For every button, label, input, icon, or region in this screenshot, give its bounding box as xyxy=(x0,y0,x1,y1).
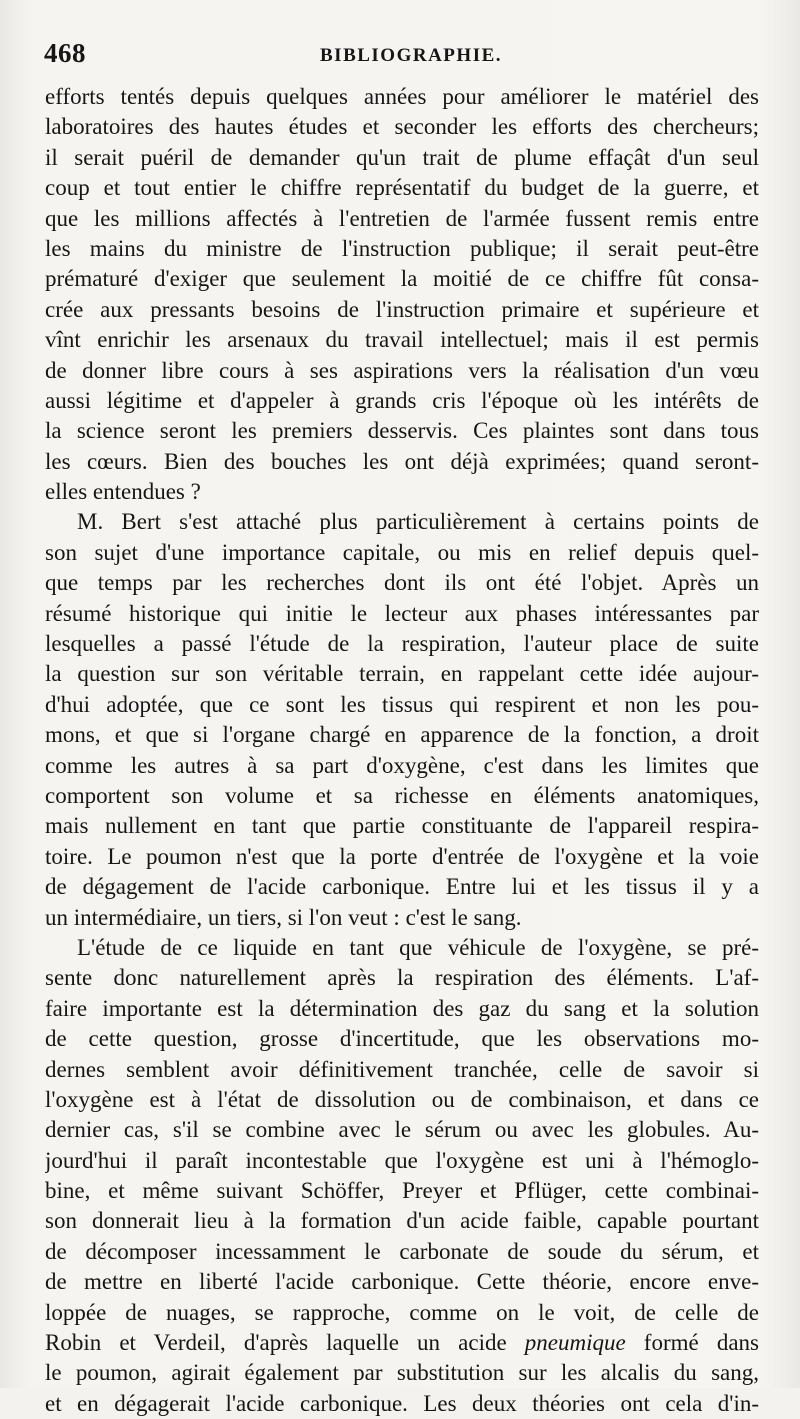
text-line: bine, et même suivant Schöffer, Preyer et Pflüger, cette combinai- xyxy=(45,1178,759,1204)
text-line: son donnerait lieu à la formation d'un acide faible, capable pourtant xyxy=(45,1208,759,1234)
text-line: son sujet d'une importance capitale, ou mis en relief depuis quel- xyxy=(45,539,759,565)
text-line: d'hui adoptée, que ce sont les tissus qui respirent et non les pou- xyxy=(45,691,759,717)
text-line: faire importante est la détermination des gaz du sang et la solution xyxy=(45,995,759,1021)
text-line: prématuré d'exiger que seulement la moitié de ce chiffre fût consa- xyxy=(45,266,759,292)
text-line: loppée de nuages, se rapproche, comme on le voit, de celle de xyxy=(45,1299,759,1325)
text-line: laboratoires des hautes études et seconder les efforts des chercheurs; xyxy=(45,114,759,140)
text-line: crée aux pressants besoins de l'instruction primaire et supérieure et xyxy=(45,296,759,322)
paragraph-start-line: M. Bert s'est attaché plus particulièrement à certains points de xyxy=(77,509,759,535)
italic-term: pneumique xyxy=(524,1330,626,1356)
text-line: de dégagement de l'acide carbonique. Entre lui et les tissus il y a xyxy=(45,874,759,900)
text-line: comme les autres à sa part d'oxygène, c'est dans les limites que xyxy=(45,752,759,778)
text-line: coup et tout entier le chiffre représentatif du budget de la guerre, et xyxy=(45,175,759,201)
running-head: BIBLIOGRAPHIE. xyxy=(320,45,503,66)
page-header xyxy=(44,38,756,74)
text-line: mais nullement en tant que partie constituante de l'appareil respira- xyxy=(45,813,759,839)
text-line: efforts tentés depuis quelques années pour améliorer le matériel des xyxy=(45,84,759,109)
text-line: de mettre en liberté l'acide carbonique. Cette théorie, encore enve- xyxy=(45,1269,759,1295)
text-line: que les millions affectés à l'entretien de l'armée fussent remis entre xyxy=(45,205,759,231)
text-line: dernier cas, s'il se combine avec le sérum ou avec les globules. Au- xyxy=(45,1117,759,1143)
text-line: sente donc naturellement après la respiration des éléments. L'af- xyxy=(45,965,759,991)
text-line: l'oxygène est à l'état de dissolution ou de combinaison, et dans ce xyxy=(45,1086,759,1112)
page-number: 468 xyxy=(44,38,86,68)
text-line: les mains du ministre de l'instruction publique; il serait peut-être xyxy=(45,235,759,261)
text-line: il serait puéril de demander qu'un trait de plume effaçât d'un seul xyxy=(45,144,759,170)
text-line: les cœurs. Bien des bouches les ont déjà exprimées; quand seront- xyxy=(45,448,759,474)
text-line: comportent son volume et sa richesse en éléments anatomiques, xyxy=(45,782,759,808)
text-line: de décomposer incessamment le carbonate de soude du sérum, et xyxy=(45,1238,759,1264)
body-text xyxy=(45,82,759,1419)
paragraph-start-line: L'étude de ce liquide en tant que véhicule de l'oxygène, se pré- xyxy=(77,934,759,960)
text-segment: formé dans xyxy=(625,1330,759,1356)
text-line: aussi légitime et d'appeler à grands cris l'époque où les intérêts de xyxy=(45,387,759,413)
text-segment: Robin et Verdeil, d'après laquelle un acide xyxy=(45,1330,525,1356)
text-line: de donner libre cours à ses aspirations vers la réalisation d'un vœu xyxy=(45,357,759,383)
text-line: jourd'hui il paraît incontestable que l'oxygène est uni à l'hémoglo- xyxy=(45,1147,759,1173)
text-line: de cette question, grosse d'incertitude, que les observations mo- xyxy=(45,1026,759,1052)
text-line: et en dégagerait l'acide carbonique. Les deux théories ont cela d'in- xyxy=(45,1390,759,1416)
text-line: mons, et que si l'organe chargé en apparence de la fonction, a droit xyxy=(45,722,759,748)
text-line: elles entendues ? xyxy=(45,479,201,505)
text-line: que temps par les recherches dont ils ont été l'objet. Après un xyxy=(45,570,759,596)
text-line: vînt enrichir les arsenaux du travail intellectuel; mais il est permis xyxy=(45,327,759,353)
text-line: un intermédiaire, un tiers, si l'on veut : c'est le sang. xyxy=(45,904,522,930)
text-line: résumé historique qui initie le lecteur aux phases intéressantes par xyxy=(45,600,759,626)
text-line: lesquelles a passé l'étude de la respiration, l'auteur place de suite xyxy=(45,631,759,657)
text-line: dernes semblent avoir définitivement tranchée, celle de savoir si xyxy=(45,1056,759,1082)
text-line: le poumon, agirait également par substitution sur les alcalis du sang, xyxy=(45,1360,759,1386)
text-line: la science seront les premiers desservis. Ces plaintes sont dans tous xyxy=(45,418,759,444)
text-line: toire. Le poumon n'est que la porte d'entrée de l'oxygène et la voie xyxy=(45,843,759,869)
text-line-with-italic xyxy=(45,1328,759,1358)
text-line: la question sur son véritable terrain, en rappelant cette idée aujour- xyxy=(45,661,759,687)
